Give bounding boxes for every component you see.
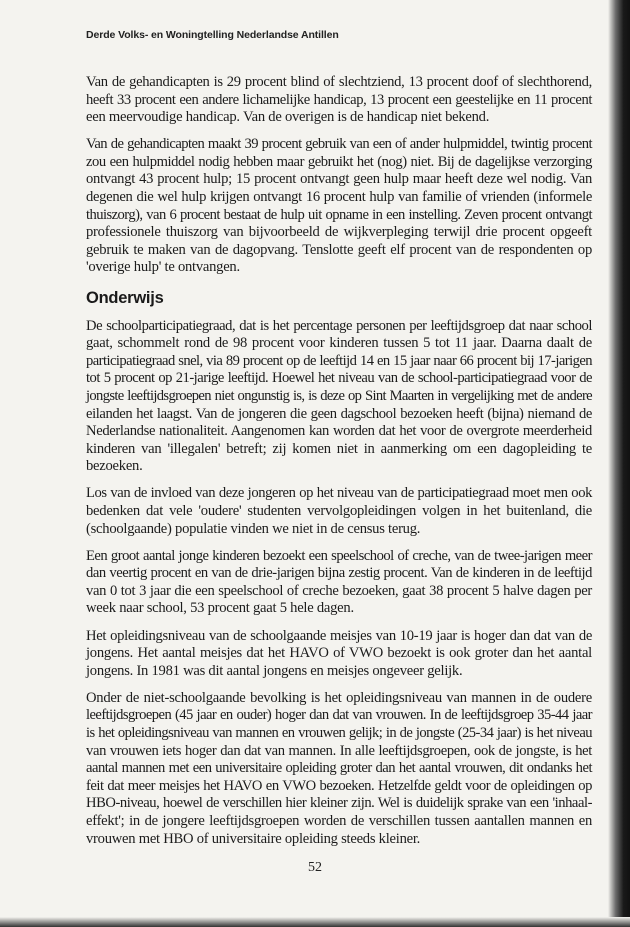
scan-edge-shadow	[608, 0, 630, 927]
text-line: week naar school, 53 procent gaat 5 hele dagen.	[86, 600, 354, 617]
text-line: vrouwen met HBO of universitaire opleiding steeds kleiner.	[86, 830, 421, 847]
text-line: Van de gehandicapten is 29 procent blind of slechtziend, 13 procent doof of slechthorend,	[86, 74, 592, 90]
text-line: gebruik te maken van de dagopvang. Tenslotte geeft elf procent van de respondenten op	[86, 241, 592, 258]
text-line: heeft 33 procent een andere lichamelijke handicap, 13 procent een geestelijke en 11 procent	[86, 91, 592, 108]
text-line: thuiszorg), van 6 procent bestaat de hulp uit opname in een instelling. Zeven procent ontvangt	[86, 206, 592, 223]
text-line: van vrouwen iets hoger dan dat van mannen. In alle leeftijdsgroepen, ook de jongste, is het	[86, 742, 592, 759]
text-line: aantal mannen met een universitaire opleiding groter dan het aantal vrouwen, dit ondanks het	[86, 760, 592, 777]
text-line: is het opleidingsniveau van mannen en vrouwen gelijk; in de jongste (25-34 jaar) is het niveau	[86, 725, 592, 741]
text-line: kinderen van 'illegalen' betreft; zij komen niet in aanmerking om een dagopleiding te	[86, 440, 592, 457]
text-line: Het opleidingsniveau van de schoolgaande meisjes van 10-19 jaar is hoger dan dat van de	[86, 627, 592, 644]
scan-bottom-shadow	[0, 917, 630, 927]
paragraph	[86, 690, 592, 848]
paragraph	[86, 318, 592, 476]
paragraphs-before	[86, 74, 592, 277]
text-line: jongens. Het aantal meisjes dat het HAVO of VWO bezoekt is ook groter dan het aantal	[86, 645, 592, 662]
page-number: 52	[308, 860, 322, 875]
text-line: bezoeken.	[86, 458, 143, 475]
running-header: Derde Volks- en Woningtelling Nederlandse Antillen	[86, 29, 339, 41]
text-line: De schoolparticipatiegraad, dat is het percentage personen per leeftijdsgroep dat naar school	[86, 317, 592, 334]
text-line: Van de gehandicapten maakt 39 procent gebruik van een of ander hulpmiddel, twintig procent	[86, 136, 592, 153]
text-line: tot 5 procent op 21-jarige leeftijd. Hoewel het niveau van de school-participatiegraad voor de	[86, 370, 592, 387]
text-line: Een groot aantal jonge kinderen bezoekt een speelschool of creche, van de twee-jarigen meer	[86, 547, 592, 564]
paragraph	[86, 136, 592, 277]
text-line: dan veertig procent en van de drie-jarigen bijna zestig procent. Van de kinderen in de leeftijd	[86, 565, 592, 582]
page-body	[86, 74, 592, 858]
text-line: bedenken dat vele 'oudere' studenten vervolgopleidingen volgen in het buitenland, die	[86, 502, 592, 519]
paragraph	[86, 74, 592, 127]
text-line: HBO-niveau, hoewel de verschillen hier kleiner zijn. Wel is duidelijk sprake van een 'inhaal-	[86, 795, 592, 812]
text-line: participatiegraad snel, via 89 procent op de leeftijd 14 en 15 jaar naar 66 procent bij 17-jarigen	[86, 352, 592, 369]
text-line: eilanden het laagst. Van de jongeren die geen dagschool bezoeken heeft (bijna) niemand de	[86, 405, 592, 422]
paragraph	[86, 628, 592, 681]
text-line: professionele thuiszorg van bijvoorbeeld de wijkverpleging terwijl drie procent opgeeft	[86, 224, 592, 241]
text-line: degenen die wel hulp krijgen ontvangt 16 procent hulp van familie of vrienden (informele	[86, 189, 592, 206]
text-line: van 0 tot 3 jaar die een speelschool of creche bezoeken, gaat 38 procent 5 halve dagen per	[86, 582, 592, 599]
text-line: effekt'; in de jongere leeftijdsgroepen worden de verschillen tussen aantallen mannen en	[86, 812, 592, 829]
text-line: jongens. In 1981 was dit aantal jongens en meisjes ongeveer gelijk.	[86, 662, 463, 679]
text-line: Los van de invloed van deze jongeren op het niveau van de participatiegraad moet men ook	[86, 485, 592, 502]
text-line: Onder de niet-schoolgaande bevolking is het opleidingsniveau van mannen in de oudere	[86, 689, 592, 706]
text-line: een meervoudige handicap. Van de overigen is de handicap niet bekend.	[86, 109, 490, 126]
text-line: gaat, schommelt rond de 98 procent voor kinderen tussen 5 tot 11 jaar. Daarna daalt de	[86, 335, 592, 352]
text-line: jongste leeftijdsgroepen niet ongunstig is, is deze op Sint Maarten in vergelijking met de andere	[86, 387, 592, 404]
paragraphs-after	[86, 318, 592, 849]
section-heading: Onderwijs	[86, 288, 164, 307]
text-line: feit dat meer meisjes het HAVO en VWO bezoeken. Hetzelfde geldt voor de opleidingen op	[86, 777, 592, 794]
text-line: leeftijdsgroepen (45 jaar en ouder) hoger dan dat van vrouwen. In de leeftijdsgroep 35-44 jaar	[86, 707, 592, 724]
text-line: (schoolgaande) populatie vinden we niet in de census terug.	[86, 520, 421, 537]
text-line: Nederlandse nationaliteit. Aangenomen kan worden dat het voor de overgrote meerderheid	[86, 423, 592, 440]
text-line: 'overige hulp' te ontvangen.	[86, 259, 240, 276]
text-line: zou een hulpmiddel nodig hebben maar gebruikt het (nog) niet. Bij de dagelijkse verzorging	[86, 153, 592, 170]
paragraph	[86, 548, 592, 618]
paragraph	[86, 485, 592, 538]
text-line: ontvangt 43 procent hulp; 15 procent ontvangt geen hulp maar heeft deze wel nodig. Van	[86, 171, 592, 188]
